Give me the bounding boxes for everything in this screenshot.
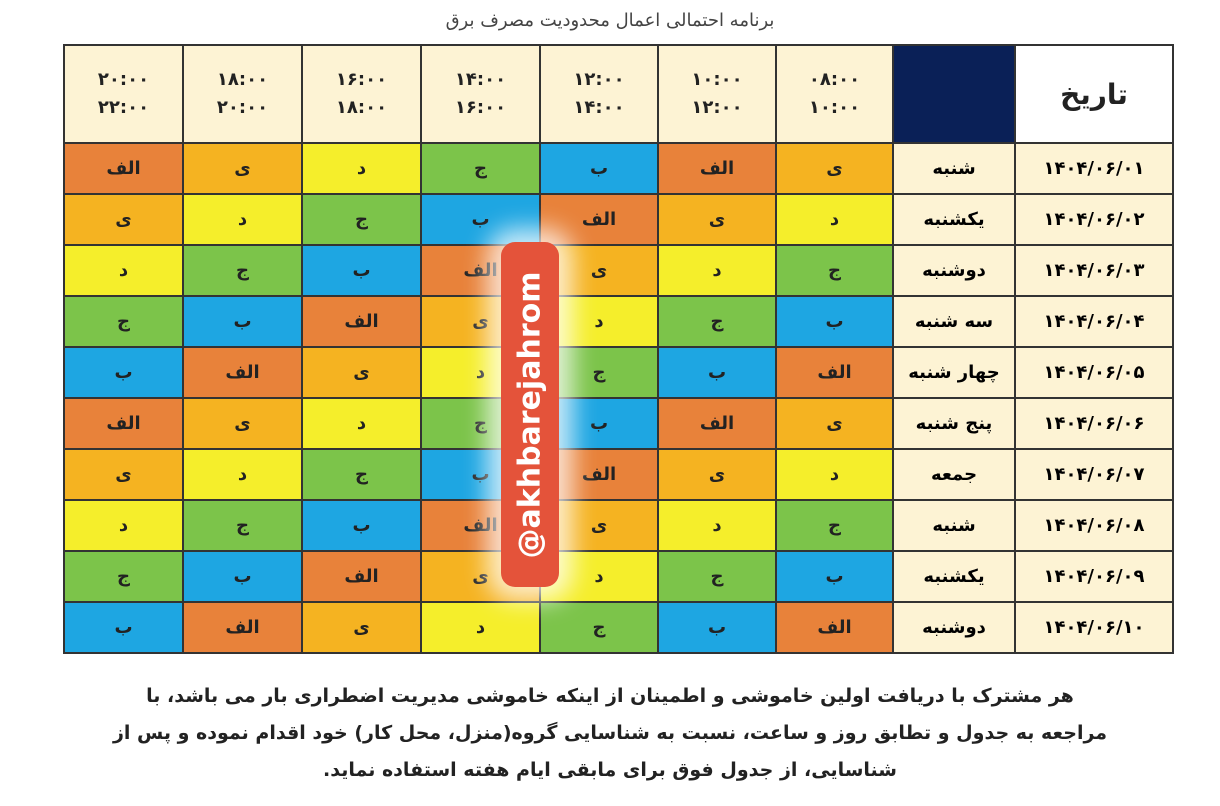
group-cell: ی: [658, 449, 776, 500]
instruction-note: [60, 678, 1160, 789]
date-cell: ۱۴۰۴/۰۶/۰۹: [1015, 551, 1173, 602]
watermark: [501, 242, 559, 587]
group-cell: ی: [64, 449, 183, 500]
group-cell: الف: [658, 398, 776, 449]
group-cell: ی: [421, 551, 540, 602]
group-cell: الف: [183, 347, 302, 398]
day-cell: دوشنبه: [893, 245, 1015, 296]
slot-start: ۱۰:۰۰: [691, 69, 743, 90]
group-cell: ی: [183, 143, 302, 194]
header-row: [64, 45, 1173, 143]
page-title: برنامه احتمالی اعمال محدودیت مصرف برق: [445, 10, 775, 31]
group-cell: ب: [302, 500, 421, 551]
slot-start: ۱۴:۰۰: [454, 69, 507, 90]
group-cell: ب: [302, 245, 421, 296]
date-cell: ۱۴۰۴/۰۶/۰۸: [1015, 500, 1173, 551]
date-cell: ۱۴۰۴/۰۶/۰۵: [1015, 347, 1173, 398]
table-row: [64, 245, 1173, 296]
day-cell: سه شنبه: [893, 296, 1015, 347]
group-cell: ب: [776, 551, 893, 602]
group-cell: ج: [540, 347, 658, 398]
time-slot-header: [302, 45, 421, 143]
group-cell: د: [64, 245, 183, 296]
group-cell: الف: [64, 398, 183, 449]
group-cell: الف: [540, 449, 658, 500]
slot-end: ۱۴:۰۰: [573, 97, 625, 118]
slot-start: ۲۰:۰۰: [97, 69, 150, 90]
note-line: مراجعه به جدول و تطابق روز و ساعت، نسبت به شناسایی گروه(منزل، محل کار) خود اقدام نموده و پس از: [112, 722, 1108, 744]
table-row: [64, 551, 1173, 602]
group-cell: ب: [421, 449, 540, 500]
group-cell: د: [540, 551, 658, 602]
time-slot-header: [658, 45, 776, 143]
date-header: تاریخ: [1015, 45, 1173, 143]
group-cell: د: [64, 500, 183, 551]
group-cell: ج: [302, 194, 421, 245]
day-cell: شنبه: [893, 143, 1015, 194]
group-cell: ج: [658, 551, 776, 602]
slot-end: ۱۰:۰۰: [808, 97, 861, 118]
group-cell: ی: [64, 194, 183, 245]
group-cell: ج: [421, 398, 540, 449]
day-cell: شنبه: [893, 500, 1015, 551]
group-cell: ج: [658, 296, 776, 347]
note-line: شناسایی، از جدول فوق برای مابقی ایام هفته استفاده نماید.: [323, 759, 897, 781]
group-cell: ب: [658, 602, 776, 653]
table-row: [64, 194, 1173, 245]
date-cell: ۱۴۰۴/۰۶/۰۳: [1015, 245, 1173, 296]
group-cell: د: [658, 500, 776, 551]
group-cell: ی: [302, 347, 421, 398]
group-cell: ب: [540, 398, 658, 449]
date-cell: ۱۴۰۴/۰۶/۱۰: [1015, 602, 1173, 653]
table-row: [64, 296, 1173, 347]
group-cell: ب: [183, 296, 302, 347]
table-row: [64, 398, 1173, 449]
group-cell: د: [776, 194, 893, 245]
date-cell: ۱۴۰۴/۰۶/۰۴: [1015, 296, 1173, 347]
group-cell: ب: [64, 602, 183, 653]
group-cell: د: [183, 449, 302, 500]
table-row: [64, 347, 1173, 398]
group-cell: ی: [658, 194, 776, 245]
date-cell: ۱۴۰۴/۰۶/۰۱: [1015, 143, 1173, 194]
group-cell: ج: [183, 500, 302, 551]
note-line: هر مشترک با دریافت اولین خاموشی و اطمینان از اینکه خاموشی مدیریت اضطراری بار می باشد، با: [146, 685, 1074, 707]
group-cell: ب: [776, 296, 893, 347]
group-cell: د: [658, 245, 776, 296]
group-cell: الف: [302, 551, 421, 602]
slot-start: ۱۶:۰۰: [335, 69, 388, 90]
time-slot-header: [183, 45, 302, 143]
slot-end: ۱۶:۰۰: [454, 97, 507, 118]
group-cell: د: [183, 194, 302, 245]
slot-start: ۰۸:۰۰: [808, 69, 861, 90]
time-slot-header: [776, 45, 893, 143]
group-cell: د: [302, 398, 421, 449]
day-cell: پنج شنبه: [893, 398, 1015, 449]
group-cell: ج: [776, 245, 893, 296]
slot-end: ۲۲:۰۰: [97, 97, 150, 118]
group-cell: ی: [421, 296, 540, 347]
group-cell: الف: [776, 347, 893, 398]
power-schedule-table: [63, 44, 1174, 654]
table-row: [64, 500, 1173, 551]
slot-end: ۱۸:۰۰: [335, 97, 388, 118]
corner-cell: [893, 45, 1015, 143]
slot-start: ۱۸:۰۰: [216, 69, 269, 90]
group-cell: د: [776, 449, 893, 500]
time-slot-header: [64, 45, 183, 143]
group-cell: الف: [658, 143, 776, 194]
day-cell: یکشنبه: [893, 194, 1015, 245]
day-cell: یکشنبه: [893, 551, 1015, 602]
group-cell: ب: [64, 347, 183, 398]
group-cell: ج: [64, 296, 183, 347]
table-row: [64, 602, 1173, 653]
group-cell: الف: [183, 602, 302, 653]
group-cell: د: [302, 143, 421, 194]
group-cell: الف: [421, 500, 540, 551]
day-cell: جمعه: [893, 449, 1015, 500]
group-cell: الف: [64, 143, 183, 194]
group-cell: الف: [302, 296, 421, 347]
time-slot-header: [421, 45, 540, 143]
group-cell: د: [540, 296, 658, 347]
table-row: [64, 143, 1173, 194]
day-cell: چهار شنبه: [893, 347, 1015, 398]
group-cell: ب: [183, 551, 302, 602]
group-cell: ب: [421, 194, 540, 245]
group-cell: ی: [776, 398, 893, 449]
group-cell: ج: [64, 551, 183, 602]
group-cell: ج: [183, 245, 302, 296]
slot-start: ۱۲:۰۰: [573, 69, 625, 90]
group-cell: الف: [421, 245, 540, 296]
slot-end: ۲۰:۰۰: [216, 97, 269, 118]
watermark-text: @akhbarejahrom: [512, 271, 548, 558]
group-cell: الف: [776, 602, 893, 653]
time-slot-header: [540, 45, 658, 143]
day-cell: دوشنبه: [893, 602, 1015, 653]
group-cell: ج: [540, 602, 658, 653]
group-cell: ی: [183, 398, 302, 449]
slot-end: ۱۲:۰۰: [691, 97, 743, 118]
group-cell: ی: [776, 143, 893, 194]
group-cell: ب: [658, 347, 776, 398]
date-cell: ۱۴۰۴/۰۶/۰۲: [1015, 194, 1173, 245]
date-cell: ۱۴۰۴/۰۶/۰۷: [1015, 449, 1173, 500]
group-cell: ج: [421, 143, 540, 194]
group-cell: د: [421, 602, 540, 653]
group-cell: ی: [302, 602, 421, 653]
group-cell: ی: [540, 245, 658, 296]
group-cell: ی: [540, 500, 658, 551]
group-cell: ب: [540, 143, 658, 194]
group-cell: الف: [540, 194, 658, 245]
date-cell: ۱۴۰۴/۰۶/۰۶: [1015, 398, 1173, 449]
table-row: [64, 449, 1173, 500]
group-cell: د: [421, 347, 540, 398]
group-cell: ج: [302, 449, 421, 500]
group-cell: ج: [776, 500, 893, 551]
